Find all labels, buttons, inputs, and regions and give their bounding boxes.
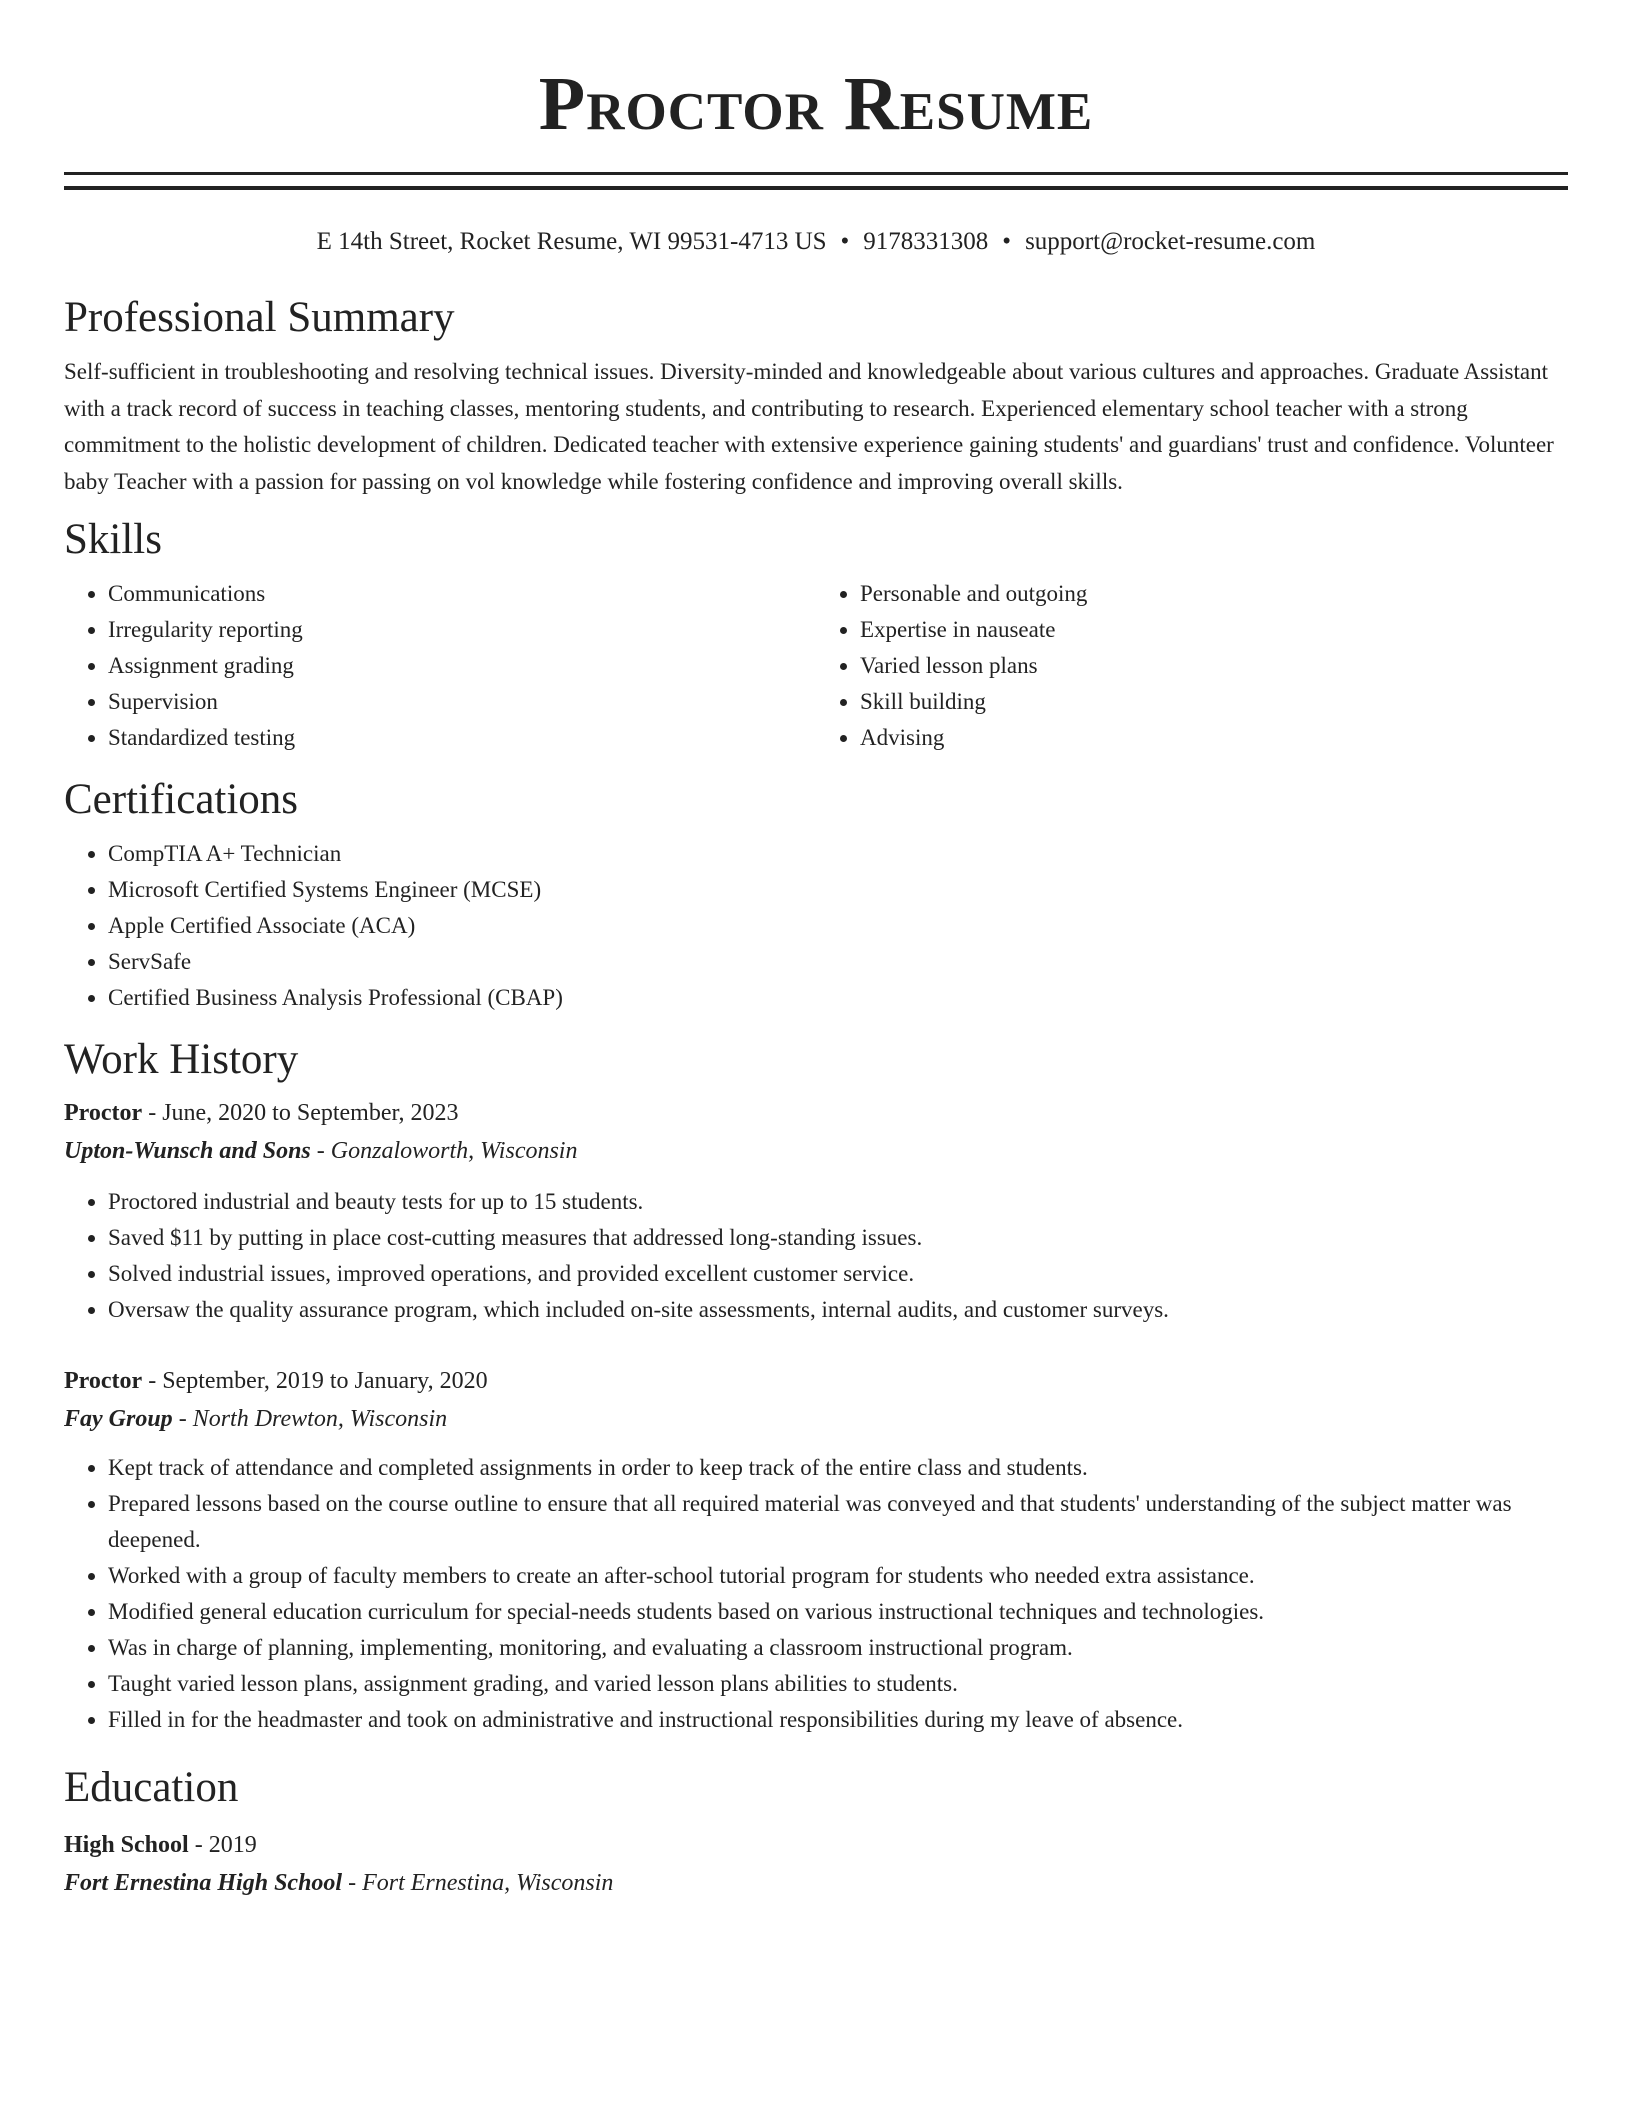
job-bullet: • Taught varied lesson plans, assignment grading, and varied lesson plans abilities to students. [108,1666,1568,1702]
skill-item: • Advising [860,720,1568,756]
job-bullet: • Solved industrial issues, improved operations, and provided excellent customer service. [108,1256,1568,1292]
skill-item: • Communications [108,576,816,612]
job-bullet: • Kept track of attendance and completed assignments in order to keep track of the entire class and students. [108,1450,1568,1486]
job-bullets [64,1184,1568,1328]
skill-item: • Assignment grading [108,648,816,684]
education-year: 2019 [208,1832,257,1858]
job-company-line: Upton-Wunsch and Sons - Gonzaloworth, Wisconsin [64,1138,578,1164]
job-company-line: Fay Group - North Drewton, Wisconsin [64,1406,448,1432]
skill-item: • Skill building [860,684,1568,720]
contact-line [64,226,1568,258]
job-location: North Drewton, Wisconsin [192,1406,448,1432]
skill-item: • Irregularity reporting [108,612,816,648]
skill-item: • Varied lesson plans [860,648,1568,684]
job-bullet: • Proctored industrial and beauty tests for up to 15 students. [108,1184,1568,1220]
job-company: Fay Group [64,1406,173,1432]
certification-item: • CompTIA A+ Technician [108,836,1568,872]
contact-separator: • [1002,228,1012,255]
contact-separator: • [840,228,850,255]
summary-text: Self-sufficient in troubleshooting and resolving technical issues. Diversity-minded and knowledgeable about various cultures and approaches. Graduate Assistant with a track record of success in teaching classes, mentoring students, and contributing to research. Experienced elementary school teacher with a strong commitment to the holistic development of children. Dedicated teacher with extensive experience gaining students' and guardians' trust and confidence. Volunteer baby Teacher with a passion for passing on vol knowledge while fostering confidence and improving overall skills. [64,359,1554,494]
certification-item: • Apple Certified Associate (ACA) [108,908,1568,944]
certification-item: • Microsoft Certified Systems Engineer (MCSE) [108,872,1568,908]
certification-item: • Certified Business Analysis Professional (CBAP) [108,980,1568,1016]
education-school-line: Fort Ernestina High School - Fort Ernestina, Wisconsin [64,1870,614,1896]
skill-item: • Standardized testing [108,720,816,756]
section-title-skills: Skills [64,516,162,563]
job-company: Upton-Wunsch and Sons [64,1138,311,1164]
job-entry [64,1362,1568,1738]
job-entry [64,1094,1568,1328]
education-location: Fort Ernestina, Wisconsin [362,1870,614,1896]
job-bullet: • Was in charge of planning, implementing, monitoring, and evaluating a classroom instructional program. [108,1630,1568,1666]
skills-columns [64,576,1568,756]
job-dates: September, 2019 to January, 2020 [162,1368,488,1394]
job-bullets [64,1450,1568,1738]
job-bullet: • Filled in for the headmaster and took on administrative and instructional responsibilities during my leave of absence. [108,1702,1568,1738]
job-bullet: • Worked with a group of faculty members to create an after-school tutorial program for students who needed extra assistance. [108,1558,1568,1594]
education-entry [64,1826,1568,1902]
job-bullet: • Oversaw the quality assurance program, which included on-site assessments, internal audits, and customer surveys. [108,1292,1568,1328]
contact-address: E 14th Street, Rocket Resume, WI 99531-4713 US [316,228,827,255]
job-dates: June, 2020 to September, 2023 [162,1100,459,1126]
skill-item: • Supervision [108,684,816,720]
skills-list-left [64,576,816,756]
skill-item: • Expertise in nauseate [860,612,1568,648]
contact-phone: 9178331308 [863,228,989,255]
contact-email: support@rocket-resume.com [1025,228,1316,255]
section-title-work-history: Work History [64,1036,299,1083]
job-role: Proctor [64,1100,143,1126]
section-title-summary: Professional Summary [64,294,455,341]
certification-item: • ServSafe [108,944,1568,980]
header-divider [64,172,1568,190]
job-bullet: • Modified general education curriculum for special-needs students based on various instructional techniques and technologies. [108,1594,1568,1630]
job-bullet: • Saved $11 by putting in place cost-cutting measures that addressed long-standing issues. [108,1220,1568,1256]
certifications-list [64,836,1568,1016]
job-role: Proctor [64,1368,143,1394]
job-heading: Proctor - June, 2020 to September, 2023 [64,1100,459,1126]
resume-name: Proctor Resume [538,62,1094,146]
job-heading: Proctor - September, 2019 to January, 2020 [64,1368,488,1394]
skill-item: • Personable and outgoing [860,576,1568,612]
education-heading: High School - 2019 [64,1832,257,1858]
job-bullet: • Prepared lessons based on the course outline to ensure that all required material was conveyed and that students' understanding of the subject matter was deepened. [108,1486,1568,1558]
section-title-certifications: Certifications [64,776,299,823]
job-location: Gonzaloworth, Wisconsin [330,1138,578,1164]
skills-list-right [816,576,1568,756]
section-title-education: Education [64,1764,239,1811]
education-school: Fort Ernestina High School [64,1870,343,1896]
education-degree: High School [64,1832,189,1858]
